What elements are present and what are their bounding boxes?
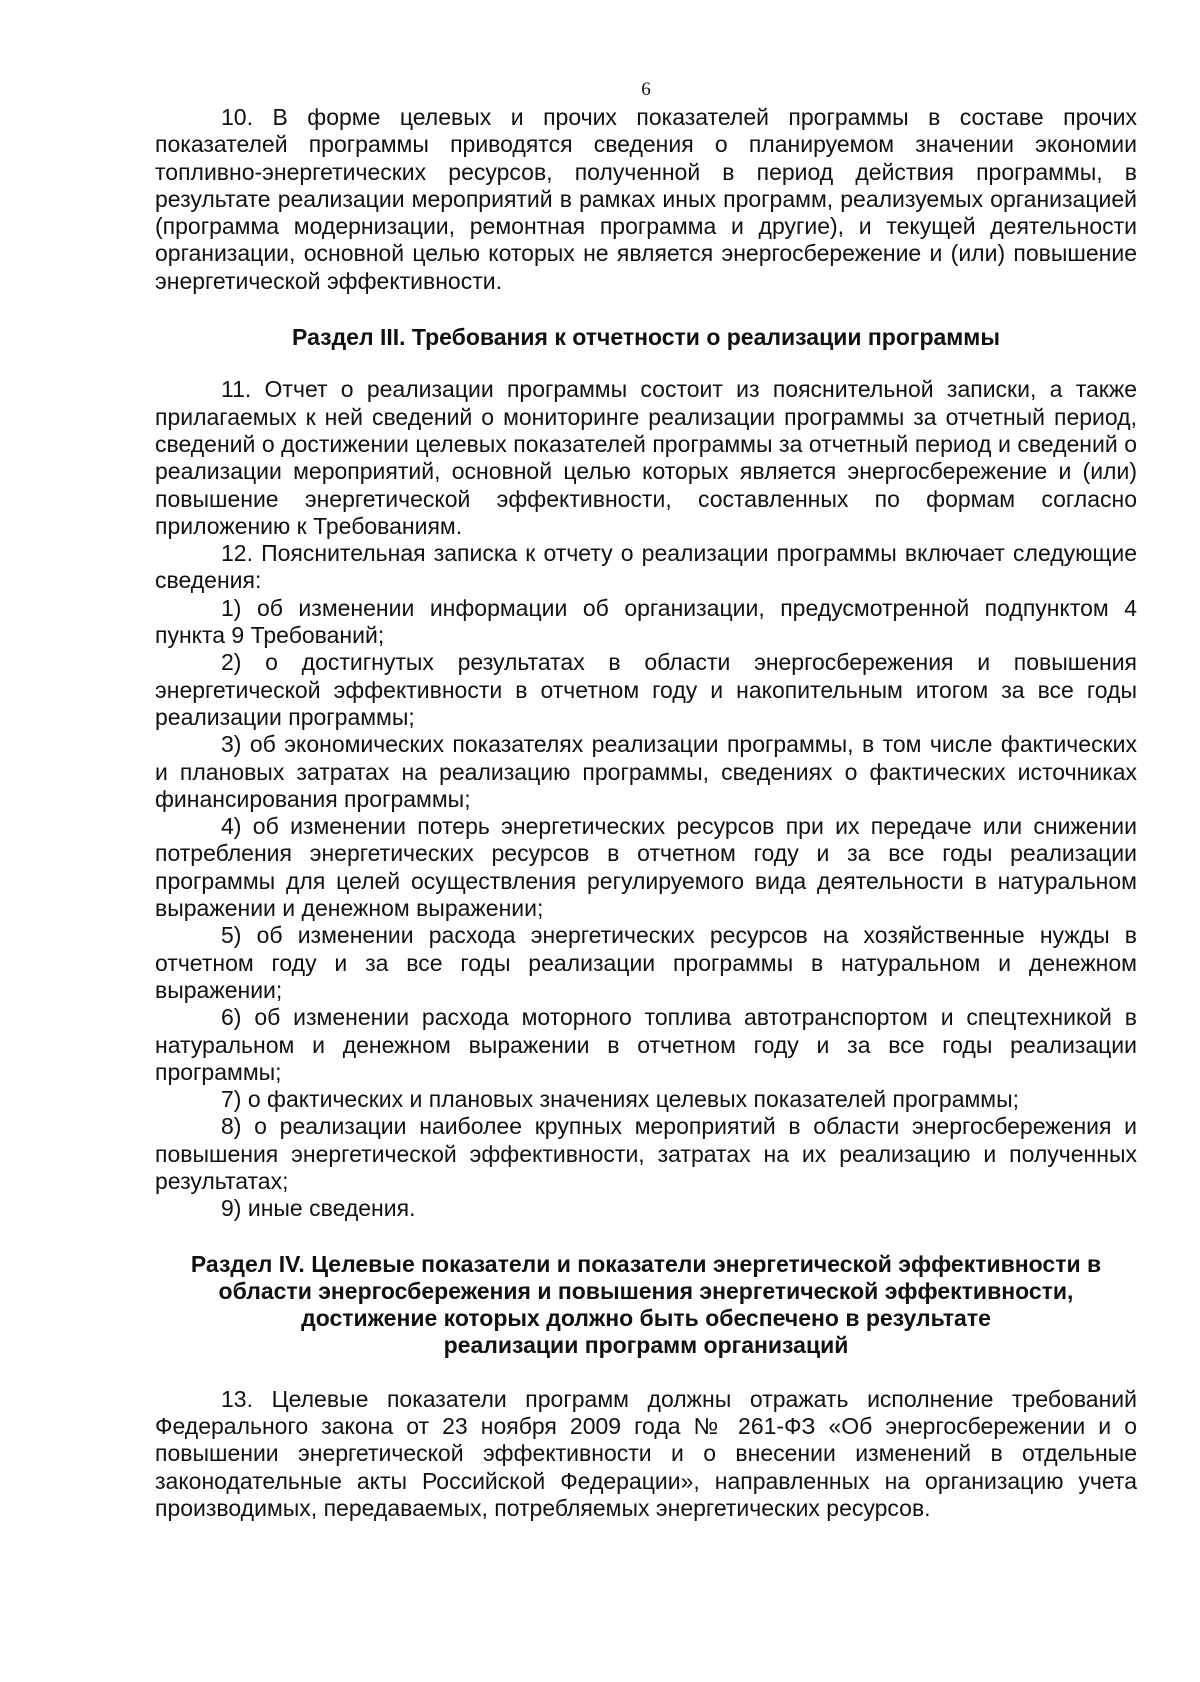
document-page: [155, 78, 1137, 1522]
section-4-title-line: реализации программ организаций: [443, 1332, 849, 1359]
list-item: 7) о фактических и плановых значениях целевых показателей программы;: [221, 1086, 1020, 1113]
section-3-title: Раздел III. Требования к отчетности о реализации программы: [292, 324, 1000, 351]
paragraph-13: 13. Целевые показатели программ должны отражать исполнение требований Федерального закона от 23 ноября 2009 года № 261-ФЗ «Об энергосбережении и о повышении энергетической эффективности и о внесении изменений в отдельные законодательные акты Российской Федерации», направленных на организацию учета производимых, передаваемых, потребляемых энергетических ресурсов.: [155, 1385, 1137, 1521]
list-item: 6) об изменении расхода моторного топлива автотранспортом и спецтехникой в натуральном и денежном выражении в отчетном году и за все годы реализации программы;: [155, 1004, 1137, 1085]
list-item: 4) об изменении потерь энергетических ресурсов при их передаче или снижении потребления энергетических ресурсов в отчетном году и за все годы реализации программы для целей осуществления регулируемого вида деятельности в натуральном выражении и денежном выражении;: [155, 813, 1137, 922]
section-4-title-line: Раздел IV. Целевые показатели и показатели энергетической эффективности в: [190, 1250, 1102, 1277]
section-4-title-line: области энергосбережения и повышения энергетической эффективности,: [218, 1277, 1074, 1304]
list-item: 9) иные сведения.: [221, 1195, 416, 1222]
list-item: 3) об экономических показателях реализации программы, в том числе фактических и плановых затратах на реализацию программы, сведениях о фактических источниках финансирования программы;: [155, 731, 1137, 812]
list-item: 2) о достигнутых результатах в области энергосбережения и повышения энергетической эффективности в отчетном году и накопительным итогом за все годы реализации программы;: [155, 649, 1137, 730]
paragraph-10: 10. В форме целевых и прочих показателей программы в составе прочих показателей программы приводятся сведения о планируемом значении экономии топливно-энергетических ресурсов, полученной в период действия программы, в результате реализации мероприятий в рамках иных программ, реализуемых организацией (программа модернизации, ремонтная программа и другие), и текущей деятельности организации, основной целью которых не является энергосбережение и (или) повышение энергетической эффективности.: [155, 104, 1137, 294]
section-4-title: [155, 1251, 1137, 1360]
section-4-title-line: достижение которых должно быть обеспечено в результате: [301, 1305, 991, 1332]
paragraph-12-list: [155, 595, 1137, 1223]
paragraph-11: 11. Отчет о реализации программы состоит из пояснительной записки, а также прилагаемых к ней сведений о мониторинге реализации программы за отчетный период, сведений о достижении целевых показателей программы за отчетный период и сведений о реализации мероприятий, основной целью которых является энергосбережение и (или) повышение энергетической эффективности, составленных по формам согласно приложению к Требованиям.: [155, 376, 1137, 539]
list-item: 1) об изменении информации об организации, предусмотренной подпунктом 4 пункта 9 Требований;: [155, 594, 1137, 649]
page-number: 6: [641, 79, 651, 100]
list-item: 5) об изменении расхода энергетических ресурсов на хозяйственные нужды в отчетном году и за все годы реализации программы в натуральном и денежном выражении;: [155, 922, 1137, 1003]
paragraph-12: 12. Пояснительная записка к отчету о реализации программы включает следующие сведения:: [155, 540, 1137, 594]
list-item: 8) о реализации наиболее крупных мероприятий в области энергосбережения и повышения энергетической эффективности, затратах на их реализацию и полученных результатах;: [155, 1113, 1137, 1194]
